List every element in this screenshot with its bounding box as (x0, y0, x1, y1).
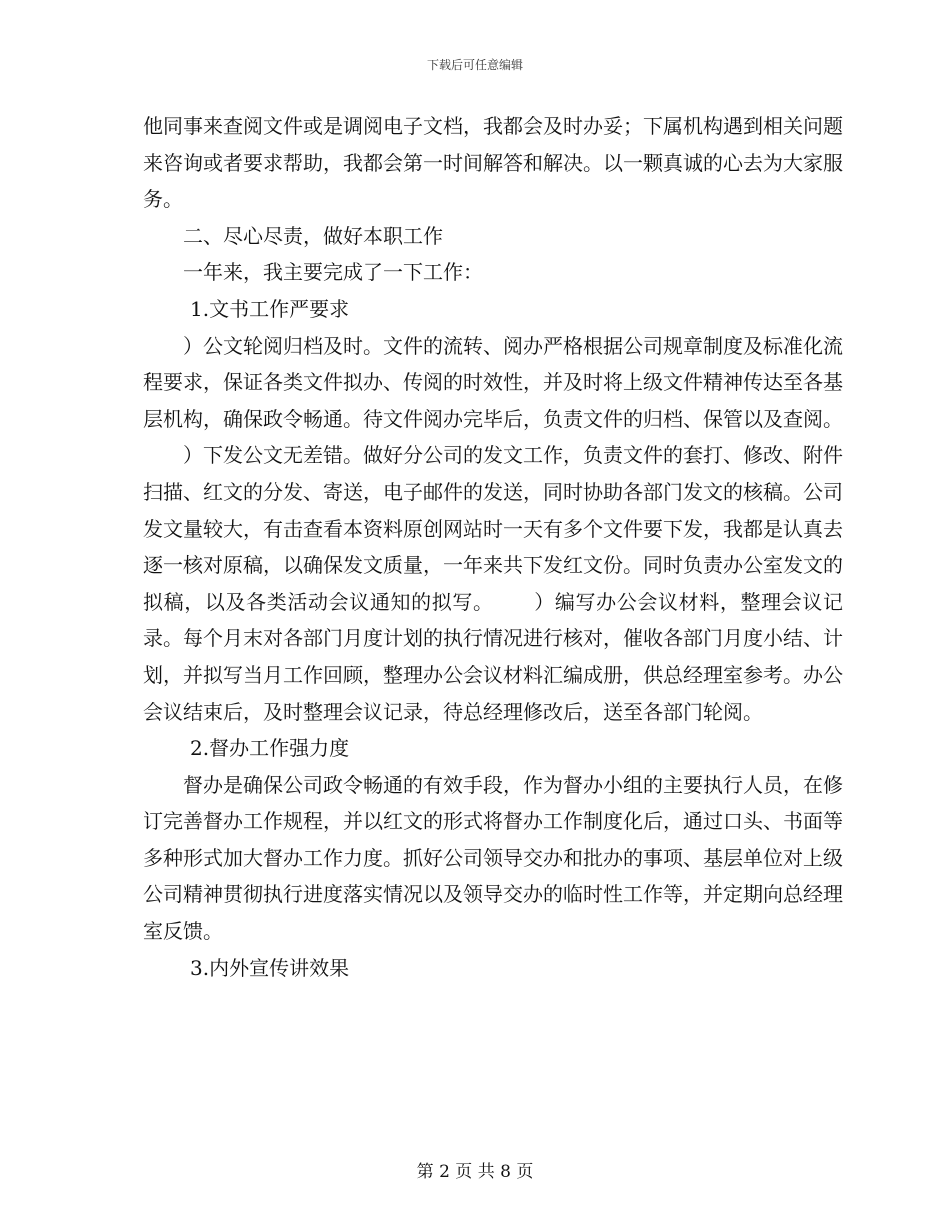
subheading-1: 1.文书工作严要求 (190, 296, 350, 321)
paragraph-meeting-text: ）编写办公会议材料，整理会议记录。每个月末对各部门月度计划的执行情况进行核对，催收各部门月度小结、计划，并拟写当月工作回顾，整理办公会议材料汇编成册，供总经理室参考。办公会议结束后，及时整理会议记录，待总经理修改后，送至各部门轮阅。 (143, 589, 843, 724)
page-header: 下载后可任意编辑 (426, 58, 523, 72)
paragraph-intro: 一年来，我主要完成了一下工作： (183, 260, 483, 285)
section-heading-2: 二、尽心尽责，做好本职工作 (183, 223, 443, 248)
page-footer: 第 2 页 共 8 页 (416, 1162, 534, 1182)
paragraph-continuation: 他同事来查阅文件或是调阅电子文档，我都会及时办妥；下属机构遇到相关问题来咨询或者要求帮助，我都会第一时间解答和解决。以一颗真诚的心去为大家服务。 (143, 114, 843, 212)
subheading-2: 2.督办工作强力度 (190, 736, 350, 761)
paragraph-archive: ）公文轮阅归档及时。文件的流转、阅办严格根据公司规章制度及标准化流程要求，保证各类文件拟办、传阅的时效性，并及时将上级文件精神传达至各基层机构，确保政令畅通。待文件阅办完毕后，负责文件的归档、保管以及查阅。 (143, 333, 843, 431)
subheading-3: 3.内外宣传讲效果 (190, 955, 350, 980)
paragraph-dispatch-text: ）下发公文无差错。做好分公司的发文工作，负责文件的套打、修改、附件扫描、红文的分发、寄送，电子邮件的发送，同时协助各部门发文的核稿。公司发文量较大，有击查看本资料原创网站时一天有多个文件要下发，我都是认真去逐一核对原稿，以确保发文质量，一年来共下发红文份。同时负责办公室发文的拟稿，以及各类活动会议通知的拟写。 (143, 443, 843, 614)
document-body (143, 108, 843, 986)
paragraph-dispatch (143, 437, 843, 730)
paragraph-supervision: 督办是确保公司政令畅通的有效手段，作为督办小组的主要执行人员，在修订完善督办工作规程，并以红文的形式将督办工作制度化后，通过口头、书面等多种形式加大督办工作力度。抓好公司领导交办和批办的事项、基层单位对上级公司精神贯彻执行进度落实情况以及领导交办的临时性工作等，并定期向总经理室反馈。 (143, 772, 843, 944)
